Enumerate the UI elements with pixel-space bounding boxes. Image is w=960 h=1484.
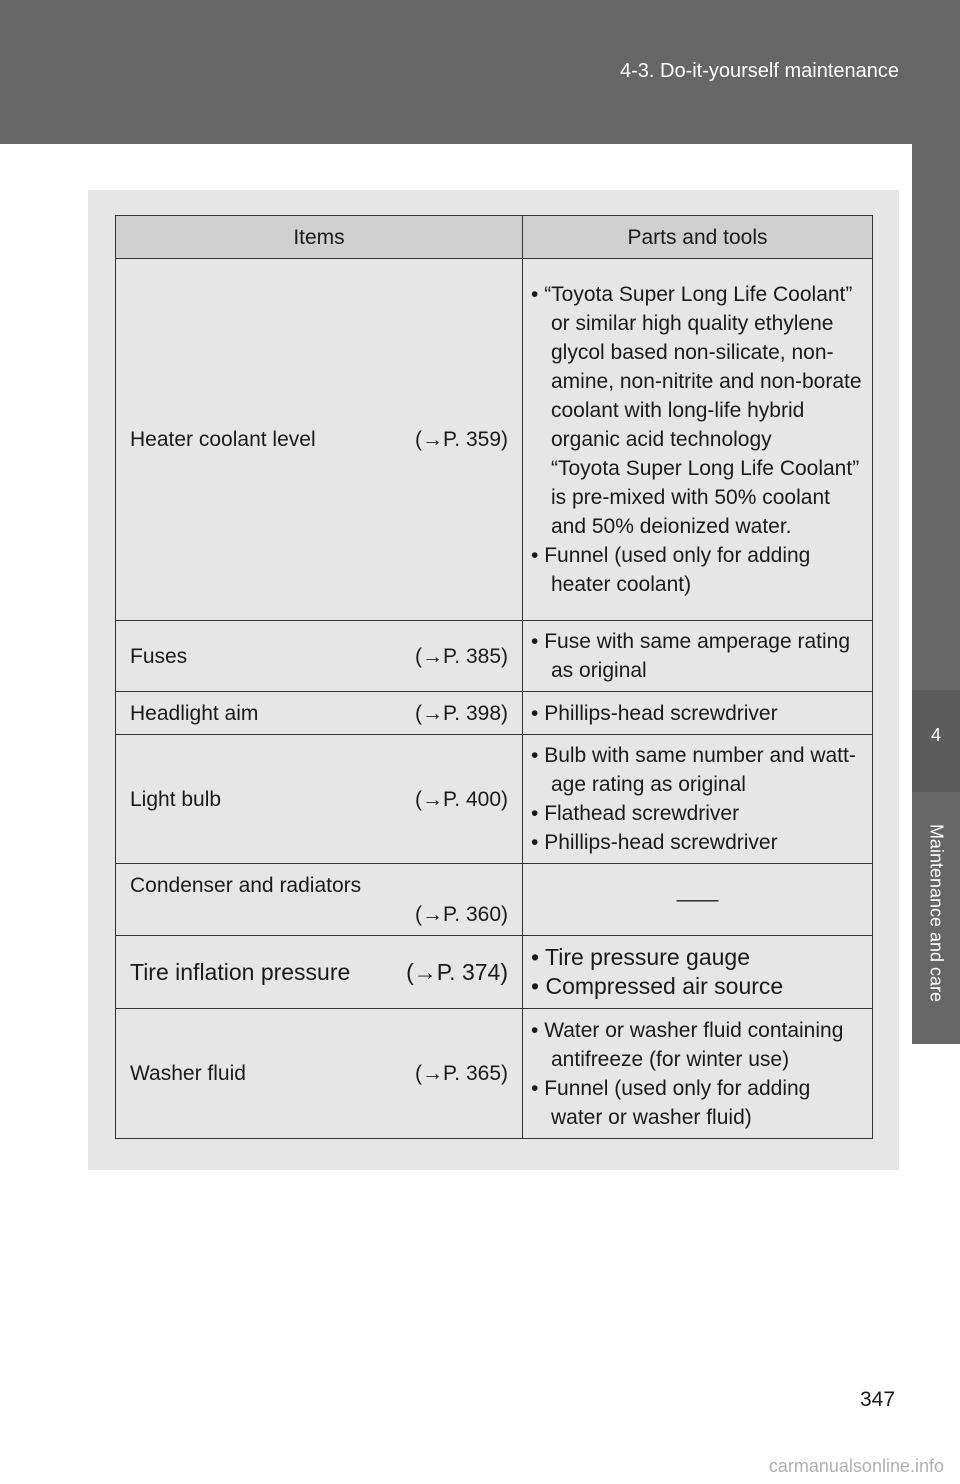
list-item: • Fuse with same amperage rating as original — [531, 627, 864, 685]
parts-cell — [523, 259, 873, 621]
list-item: • Funnel (used only for adding water or washer fluid) — [531, 1074, 864, 1132]
table-header-row — [116, 216, 873, 259]
parts-cell — [523, 692, 873, 735]
table-row — [116, 621, 873, 692]
page-ref: (→P. 359) — [415, 428, 508, 451]
list-item: • “Toyota Super Long Life Coolant” or similar high quality ethylene glycol based non-silicate, non-amine, non-nitrite and non-borate coolant with long-life hybrid organic acid technology — [531, 280, 864, 454]
item-name: Heater coolant level — [130, 428, 316, 451]
item-cell — [116, 864, 523, 936]
item-name: Tire inflation pressure — [130, 958, 351, 985]
page-ref: (→P. 400) — [415, 787, 508, 811]
item-cell — [116, 936, 523, 1009]
table-row — [116, 1009, 873, 1139]
page-header — [0, 0, 960, 144]
list-item: • Phillips-head screwdriver — [531, 699, 864, 728]
section-title: 4-3. Do-it-yourself maintenance — [619, 60, 899, 82]
item-name: Headlight aim — [130, 701, 259, 725]
list-item: • Compressed air source — [531, 972, 864, 1001]
header-items: Items — [116, 216, 523, 259]
list-item: • Flathead screwdriver — [531, 799, 864, 828]
table-row — [116, 692, 873, 735]
item-name: Condenser and radiators — [130, 873, 362, 897]
watermark: carmanualsonline.info — [768, 1456, 944, 1476]
page-ref: (→P. 360) — [415, 902, 508, 926]
item-cell — [116, 1009, 523, 1139]
item-cell — [116, 735, 523, 864]
list-note: “Toyota Super Long Life Coolant” is pre-mixed with 50% coolant and 50% deionized water. — [551, 457, 860, 538]
chapter-title: Maintenance and care — [926, 823, 947, 1003]
page-ref: (→P. 374) — [406, 958, 508, 985]
list-item: • Phillips-head screwdriver — [531, 828, 864, 857]
parts-cell — [523, 735, 873, 864]
item-cell — [116, 621, 523, 692]
list-item: • Bulb with same number and watt-age rating as original — [531, 741, 864, 799]
item-name: Light bulb — [130, 787, 222, 811]
item-cell — [116, 259, 523, 621]
empty-dash: —— — [676, 888, 719, 911]
table-row — [116, 259, 873, 621]
header-parts: Parts and tools — [523, 216, 873, 259]
parts-table — [115, 215, 873, 1139]
side-tab — [912, 144, 960, 690]
chapter-number: 4 — [930, 725, 941, 745]
list-item: • Funnel (used only for adding heater coolant) — [531, 541, 864, 599]
list-item: • Tire pressure gauge — [531, 943, 864, 972]
item-cell — [116, 692, 523, 735]
table-row — [116, 735, 873, 864]
parts-cell — [523, 1009, 873, 1139]
table-row — [116, 864, 873, 936]
parts-cell — [523, 864, 873, 936]
item-name: Washer fluid — [130, 1062, 246, 1085]
parts-cell — [523, 936, 873, 1009]
page-ref: (→P. 398) — [415, 701, 508, 725]
page-number: 347 — [860, 1388, 896, 1411]
parts-cell — [523, 621, 873, 692]
page-ref: (→P. 385) — [415, 644, 508, 668]
table-row — [116, 936, 873, 1009]
list-item: • Water or washer fluid containing antifreeze (for winter use) — [531, 1016, 864, 1074]
item-name: Fuses — [130, 644, 188, 668]
page-ref: (→P. 365) — [415, 1062, 508, 1085]
